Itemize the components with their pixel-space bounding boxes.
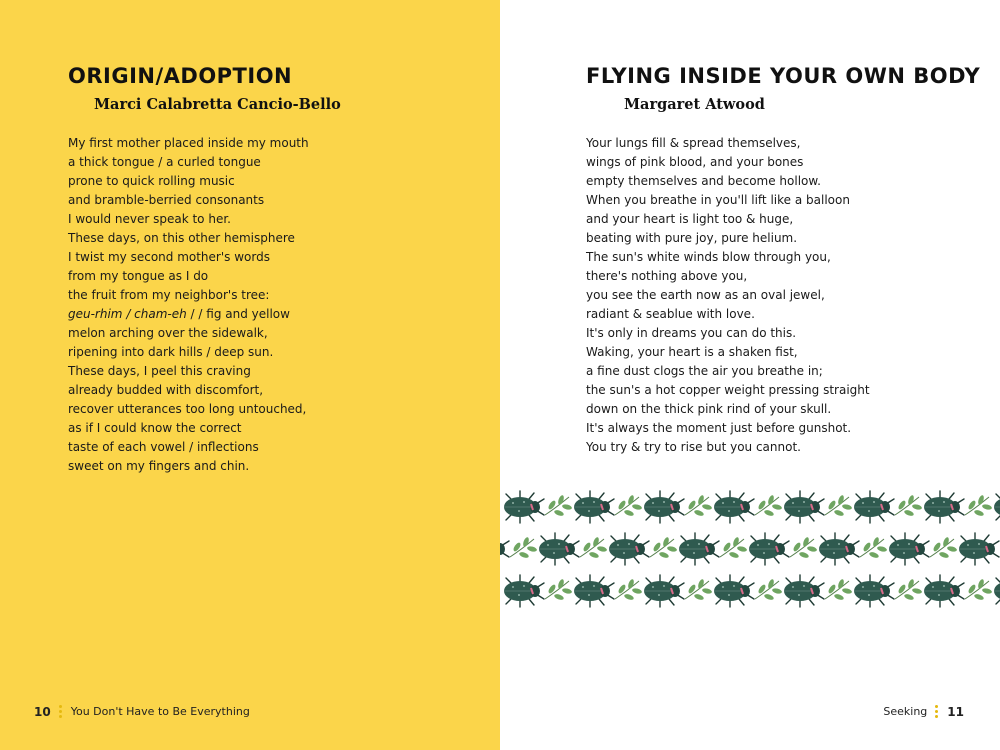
- poem-line: recover utterances too long untouched,: [68, 402, 307, 416]
- poem-line: You try & try to rise but you cannot.: [586, 440, 801, 454]
- leaf-sprig-icon: [510, 536, 537, 558]
- leaf-sprig-icon: [685, 578, 712, 600]
- poem-line: ripening into dark hills / deep sun.: [68, 345, 274, 359]
- page-number: 11: [947, 704, 964, 719]
- poem-line: from my tongue as I do: [68, 269, 209, 283]
- poem-line: When you breathe in you'll lift like a balloon: [586, 193, 850, 207]
- page-footer: [34, 703, 250, 720]
- leaf-sprig-icon: [755, 578, 782, 600]
- beetle-icon: [854, 575, 894, 607]
- poem-line: down on the thick pink rind of your skull.: [586, 402, 832, 416]
- footer-dots-icon: [935, 703, 939, 720]
- running-head: Seeking: [883, 705, 928, 718]
- beetle-icon: [924, 491, 964, 523]
- leaf-sprig-icon: [720, 536, 747, 558]
- poem-line: These days, on this other hemisphere: [68, 231, 295, 245]
- beetle-icon: [854, 491, 894, 523]
- poem-line: I would never speak to her.: [68, 212, 231, 226]
- beetle-icon: [504, 575, 544, 607]
- poem-line: radiant & seablue with love.: [586, 307, 755, 321]
- poem-line: It's always the moment just before gunshot.: [586, 421, 852, 435]
- poem-title: FLYING INSIDE YOUR OWN BODY: [586, 64, 981, 88]
- poem-line-italic: geu-rhim / cham-eh: [68, 307, 187, 321]
- leaf-sprig-icon: [825, 494, 852, 516]
- poem-line: sweet on my fingers and chin.: [68, 459, 250, 473]
- beetle-pattern-illustration: [500, 485, 1000, 615]
- leaf-sprig-icon: [860, 536, 887, 558]
- poem-line: Your lungs fill & spread themselves,: [586, 136, 801, 150]
- poem-line: as if I could know the correct: [68, 421, 242, 435]
- leaf-sprig-icon: [685, 494, 712, 516]
- beetle-icon: [679, 533, 719, 565]
- poem-line: wings of pink blood, and your bones: [586, 155, 804, 169]
- leaf-sprig-icon: [895, 578, 922, 600]
- beetle-icon: [784, 575, 824, 607]
- leaf-sprig-icon: [825, 578, 852, 600]
- beetle-icon: [714, 491, 754, 523]
- poem-line: already budded with discomfort,: [68, 383, 264, 397]
- leaf-sprig-icon: [615, 578, 642, 600]
- leaf-sprig-icon: [545, 494, 572, 516]
- page-number: 10: [34, 704, 51, 719]
- poem-line: [68, 305, 309, 324]
- beetle-icon: [994, 575, 1000, 607]
- leaf-sprig-icon: [650, 536, 677, 558]
- poem-line: you see the earth now as an oval jewel,: [586, 288, 825, 302]
- leaf-sprig-icon: [965, 578, 992, 600]
- poem-line: and bramble-berried consonants: [68, 193, 265, 207]
- poem-line-rest: / / fig and yellow: [186, 307, 290, 321]
- leaf-sprig-icon: [965, 494, 992, 516]
- beetle-icon: [994, 491, 1000, 523]
- leaf-sprig-icon: [930, 536, 957, 558]
- beetle-icon: [504, 491, 544, 523]
- beetle-icon: [500, 533, 509, 565]
- poem-title: ORIGIN/ADOPTION: [68, 64, 293, 88]
- poem-author: Margaret Atwood: [624, 96, 765, 113]
- poem-body: [68, 134, 309, 476]
- leaf-sprig-icon: [545, 578, 572, 600]
- poem-line: the fruit from my neighbor's tree:: [68, 288, 270, 302]
- beetle-icon: [574, 575, 614, 607]
- poem-line: the sun's a hot copper weight pressing straight: [586, 383, 870, 397]
- poem-line: and your heart is light too & huge,: [586, 212, 794, 226]
- poem-line: It's only in dreams you can do this.: [586, 326, 797, 340]
- poem-line: melon arching over the sidewalk,: [68, 326, 268, 340]
- beetle-icon: [574, 491, 614, 523]
- poem-author: Marci Calabretta Cancio-Bello: [94, 96, 341, 113]
- beetle-icon: [784, 491, 824, 523]
- page-footer: [883, 703, 964, 720]
- leaf-sprig-icon: [580, 536, 607, 558]
- poem-line: These days, I peel this craving: [68, 364, 251, 378]
- beetle-icon: [609, 533, 649, 565]
- leaf-sprig-icon: [790, 536, 817, 558]
- poem-line: Waking, your heart is a shaken fist,: [586, 345, 798, 359]
- poem-line: empty themselves and become hollow.: [586, 174, 821, 188]
- beetle-icon: [714, 575, 754, 607]
- beetle-icon: [924, 575, 964, 607]
- poem-line: taste of each vowel / inflections: [68, 440, 259, 454]
- poem-line: My first mother placed inside my mouth: [68, 136, 309, 150]
- poem-line: a fine dust clogs the air you breathe in;: [586, 364, 823, 378]
- poem-line: beating with pure joy, pure helium.: [586, 231, 798, 245]
- poem-line: I twist my second mother's words: [68, 250, 270, 264]
- leaf-sprig-icon: [755, 494, 782, 516]
- beetle-icon: [644, 491, 684, 523]
- leaf-sprig-icon: [895, 494, 922, 516]
- poem-body: [586, 134, 870, 457]
- beetle-icon: [819, 533, 859, 565]
- poem-line: The sun's white winds blow through you,: [586, 250, 831, 264]
- right-page: [500, 0, 1000, 750]
- poem-line: a thick tongue / a curled tongue: [68, 155, 261, 169]
- running-head: You Don't Have to Be Everything: [70, 705, 250, 718]
- beetle-icon: [959, 533, 999, 565]
- poem-line: there's nothing above you,: [586, 269, 748, 283]
- beetle-icon: [644, 575, 684, 607]
- beetle-icon: [539, 533, 579, 565]
- beetle-icon: [749, 533, 789, 565]
- beetle-icon: [889, 533, 929, 565]
- footer-dots-icon: [59, 703, 63, 720]
- leaf-sprig-icon: [615, 494, 642, 516]
- poem-line: prone to quick rolling music: [68, 174, 235, 188]
